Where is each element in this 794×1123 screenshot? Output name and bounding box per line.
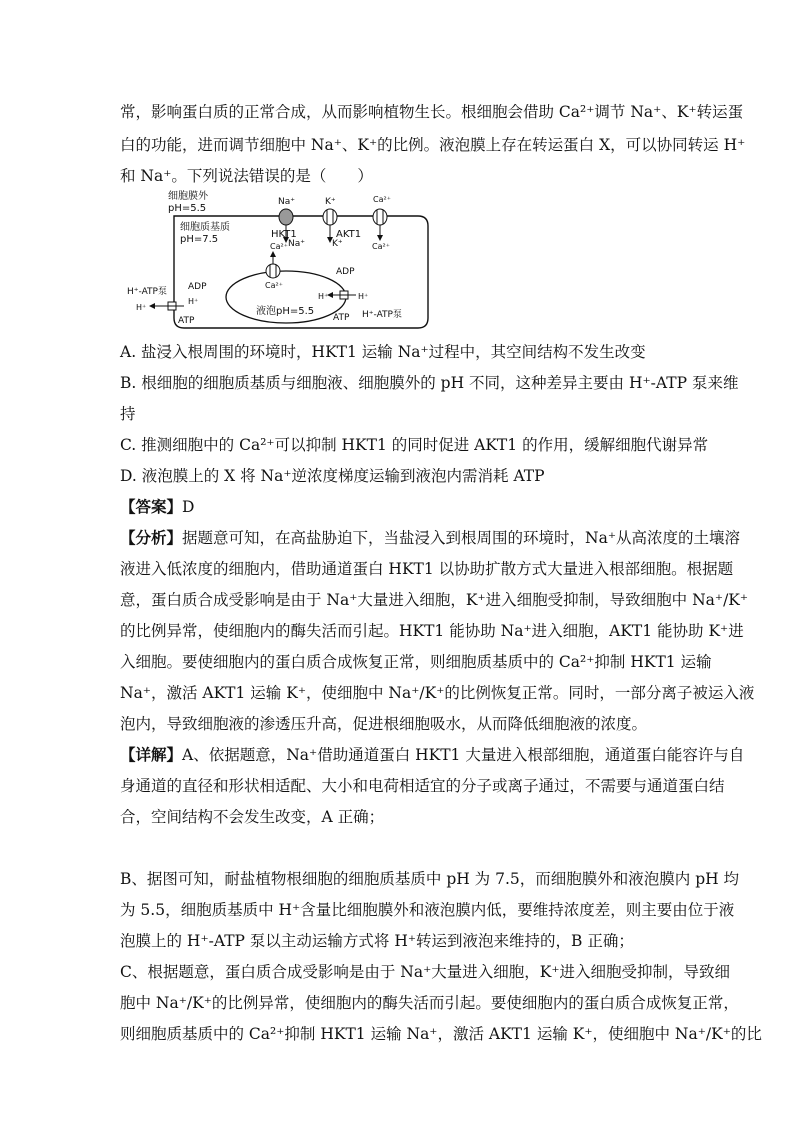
detail-line: 合，空间结构不会发生改变，A 正确；: [120, 808, 385, 826]
vacuole-adp-label: ADP: [336, 267, 355, 277]
cytoplasm-label: 细胞质基质: [180, 222, 230, 233]
detail-line: B、据图可知，耐盐植物根细胞的细胞质基质中 pH 为 7.5，而细胞膜外和液泡膜内 pH 均: [120, 870, 740, 888]
vacuole-h-outside-label: H⁺: [358, 292, 369, 301]
ca-vacuole-label: Ca²⁺: [265, 281, 283, 290]
membrane-h-outside-label: H⁺: [136, 303, 147, 312]
analysis-line: Na⁺，激活 AKT1 运输 K⁺，使细胞中 Na⁺/K⁺的比例恢复正常。同时，一部分离子被运入液: [120, 684, 755, 702]
detail-line: 身通道的直径和形状相适配、大小和电荷相适宜的分子或离子通过，不需要与通道蛋白结: [120, 777, 725, 795]
hkt1-label: HKT1: [271, 229, 297, 240]
detail-line: C、根据题意，蛋白质合成受影响是由于 Na⁺大量进入细胞，K⁺进入细胞受抑制，导致细: [120, 963, 731, 981]
question-stem-line: 常，影响蛋白质的正常合成，从而影响植物生长。根细胞会借助 Ca²⁺调节 Na⁺、K⁺转运蛋: [120, 103, 744, 121]
ca-outside-label: Ca²⁺: [373, 195, 391, 204]
answer-line: [120, 496, 680, 518]
ca-inside-label: Ca²⁺: [372, 242, 390, 251]
vacuole-atp-label: ATP: [333, 313, 350, 323]
analysis-line: 【分析】据题意可知，在高盐胁迫下，当盐浸入到根周围的环境时，Na⁺从高浓度的土壤溶: [120, 528, 741, 547]
na-outside-label: Na⁺: [278, 197, 295, 207]
outside-label: 细胞膜外: [168, 191, 208, 202]
analysis-tag: 【分析】: [120, 528, 183, 547]
ca-cytoplasm-label: Ca²⁺: [270, 242, 288, 251]
membrane-adp-label: ADP: [188, 282, 207, 292]
hkt1-channel-icon: [279, 209, 293, 225]
detail-line: 为 5.5，细胞质基质中 H⁺含量比细胞膜外和液泡膜内低，要维持浓度差，则主要由位于液: [120, 901, 735, 919]
analysis-line: 液进入低浓度的细胞内，借助通道蛋白 HKT1 以协助扩散方式大量进入根部细胞。根据题: [120, 560, 734, 578]
detail-line: 【详解】A、依据题意，Na⁺借助通道蛋白 HKT1 大量进入根部细胞，通道蛋白能容许与自: [120, 745, 745, 764]
option-b-continued: 持: [120, 405, 136, 423]
cell-transport-diagram: [128, 190, 438, 330]
akt1-channel-icon: [323, 209, 337, 225]
question-stem-line: 和 Na⁺。下列说法错误的是（ ）: [120, 167, 373, 185]
analysis-line: 泡内，导致细胞液的渗透压升高，促进根细胞吸水，从而降低细胞液的浓度。: [120, 715, 648, 733]
vacuole-pump-label: H⁺-ATP泵: [362, 310, 402, 320]
detail-line: 则细胞质基质中的 Ca²⁺抑制 HKT1 运输 Na⁺，激活 AKT1 运输 K⁺，使细胞中 Na⁺/K⁺的比: [120, 1025, 762, 1043]
outside-ph: pH=5.5: [168, 203, 207, 214]
k-outside-label: K⁺: [325, 197, 336, 207]
option-d: D. 液泡膜上的 X 将 Na⁺逆浓度梯度运输到液泡内需消耗 ATP: [120, 467, 545, 485]
cytoplasm-ph: pH=7.5: [180, 234, 219, 245]
membrane-atp-label: ATP: [178, 316, 195, 326]
ca-channel-icon: [373, 209, 387, 225]
option-a: A. 盐浸入根周围的环境时，HKT1 运输 Na⁺过程中，其空间结构不发生改变: [120, 343, 646, 361]
detail-line: 泡膜上的 H⁺-ATP 泵以主动运输方式将 H⁺转运到液泡来维持的，B 正确；: [120, 932, 634, 950]
membrane-pump-label: H⁺-ATP泵: [127, 287, 167, 297]
analysis-line: 入细胞。要使细胞内的蛋白质合成恢复正常，则细胞质基质中的 Ca²⁺抑制 HKT1 运输: [120, 653, 712, 671]
detail-tag: 【详解】: [120, 745, 183, 764]
membrane-h-inside-label: H⁺: [188, 297, 199, 306]
vacuole-h-inside-label: H⁺: [318, 292, 329, 301]
na-inside-label: Na⁺: [288, 239, 305, 249]
k-inside-label: K⁺: [332, 239, 343, 249]
answer-tag: 【答案】: [120, 497, 183, 516]
analysis-line: 的比例异常，使细胞内的酶失活而引起。HKT1 能协助 Na⁺进入细胞，AKT1 能协助 K⁺进: [120, 622, 744, 640]
answer-value: D: [182, 498, 195, 516]
option-c: C. 推测细胞中的 Ca²⁺可以抑制 HKT1 的同时促进 AKT1 的作用，缓解细胞代谢异常: [120, 436, 709, 454]
vacuole-label: 液泡pH=5.5: [256, 306, 315, 317]
detail-line: 胞中 Na⁺/K⁺的比例异常，使细胞内的酶失活而引起。要使细胞内的蛋白质合成恢复正常，: [120, 994, 739, 1012]
analysis-line: 意，蛋白质合成受影响是由于 Na⁺大量进入细胞，K⁺进入细胞受抑制，导致细胞中 Na⁺/K⁺: [120, 591, 749, 609]
question-stem-line: 白的功能，进而调节细胞中 Na⁺、K⁺的比例。液泡膜上存在转运蛋白 X，可以协同转运 H⁺: [120, 136, 746, 154]
akt1-label: AKT1: [336, 229, 362, 240]
option-b: B. 根细胞的细胞质基质与细胞液、细胞膜外的 pH 不同，这种差异主要由 H⁺-ATP 泵来维: [120, 374, 739, 392]
vacuole-ca-channel-icon: [266, 264, 280, 278]
